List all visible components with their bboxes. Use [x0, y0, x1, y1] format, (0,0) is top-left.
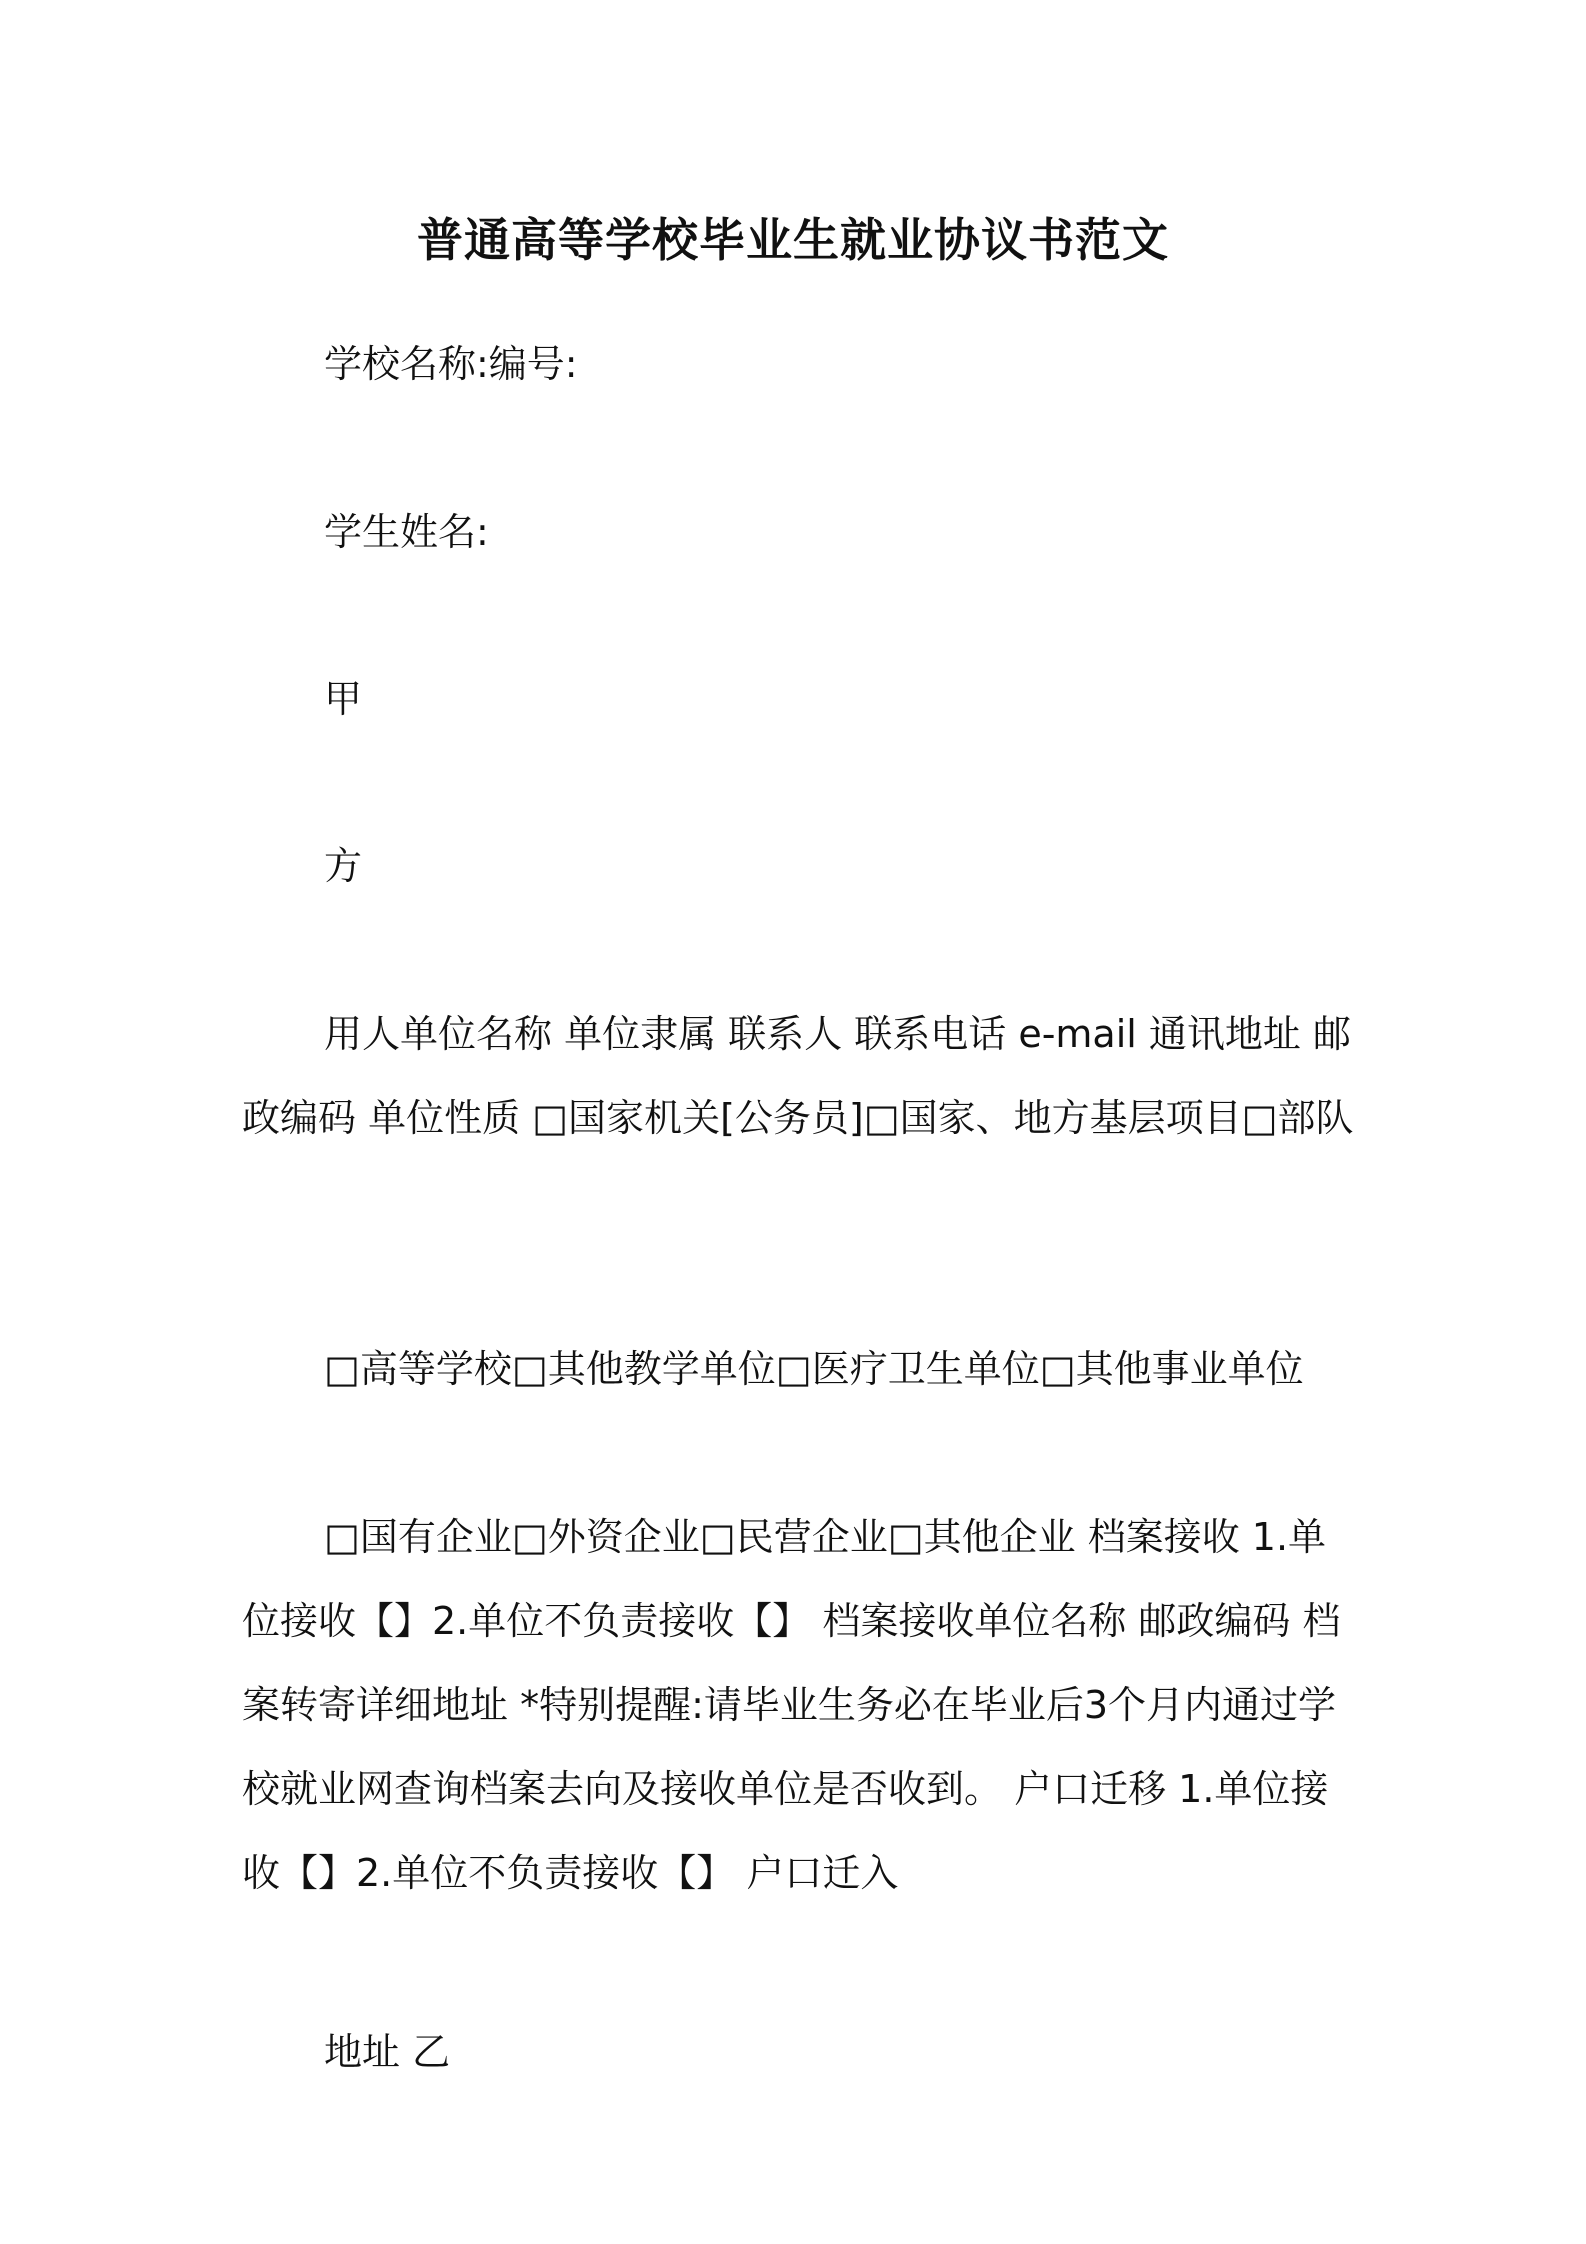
archive-household-paragraph: □国有企业□外资企业□民营企业□其他企业 档案接收 1.单位接收【】2.单位不负责接收【】 档案接收单位名称 邮政编码 档案转寄详细地址 *特别提醒:请毕业生务必在毕业后3个月内通过学校就业网查询档案去向及接收单位是否收到。 户口迁移 1.单位接收【】2.单位不负责接收【】 户口迁入: [242, 1515, 1341, 1895]
document-title: 普通高等学校毕业生就业协议书范文: [417, 213, 1169, 267]
unit-type-paragraph: □高等学校□其他教学单位□医疗卫生单位□其他事业单位: [324, 1347, 1304, 1391]
party-a-label-2: 方: [324, 844, 363, 888]
student-name-line: 学生姓名:: [324, 510, 489, 554]
school-name-line: 学校名称:编号:: [324, 342, 578, 386]
address-party-b-line: 地址 乙: [324, 2030, 451, 2074]
employer-info-paragraph: 用人单位名称 单位隶属 联系人 联系电话 e-mail 通讯地址 邮政编码 单位性质 □国家机关[公务员]□国家、地方基层项目□部队: [242, 1012, 1354, 1140]
party-a-label-1: 甲: [324, 677, 363, 721]
